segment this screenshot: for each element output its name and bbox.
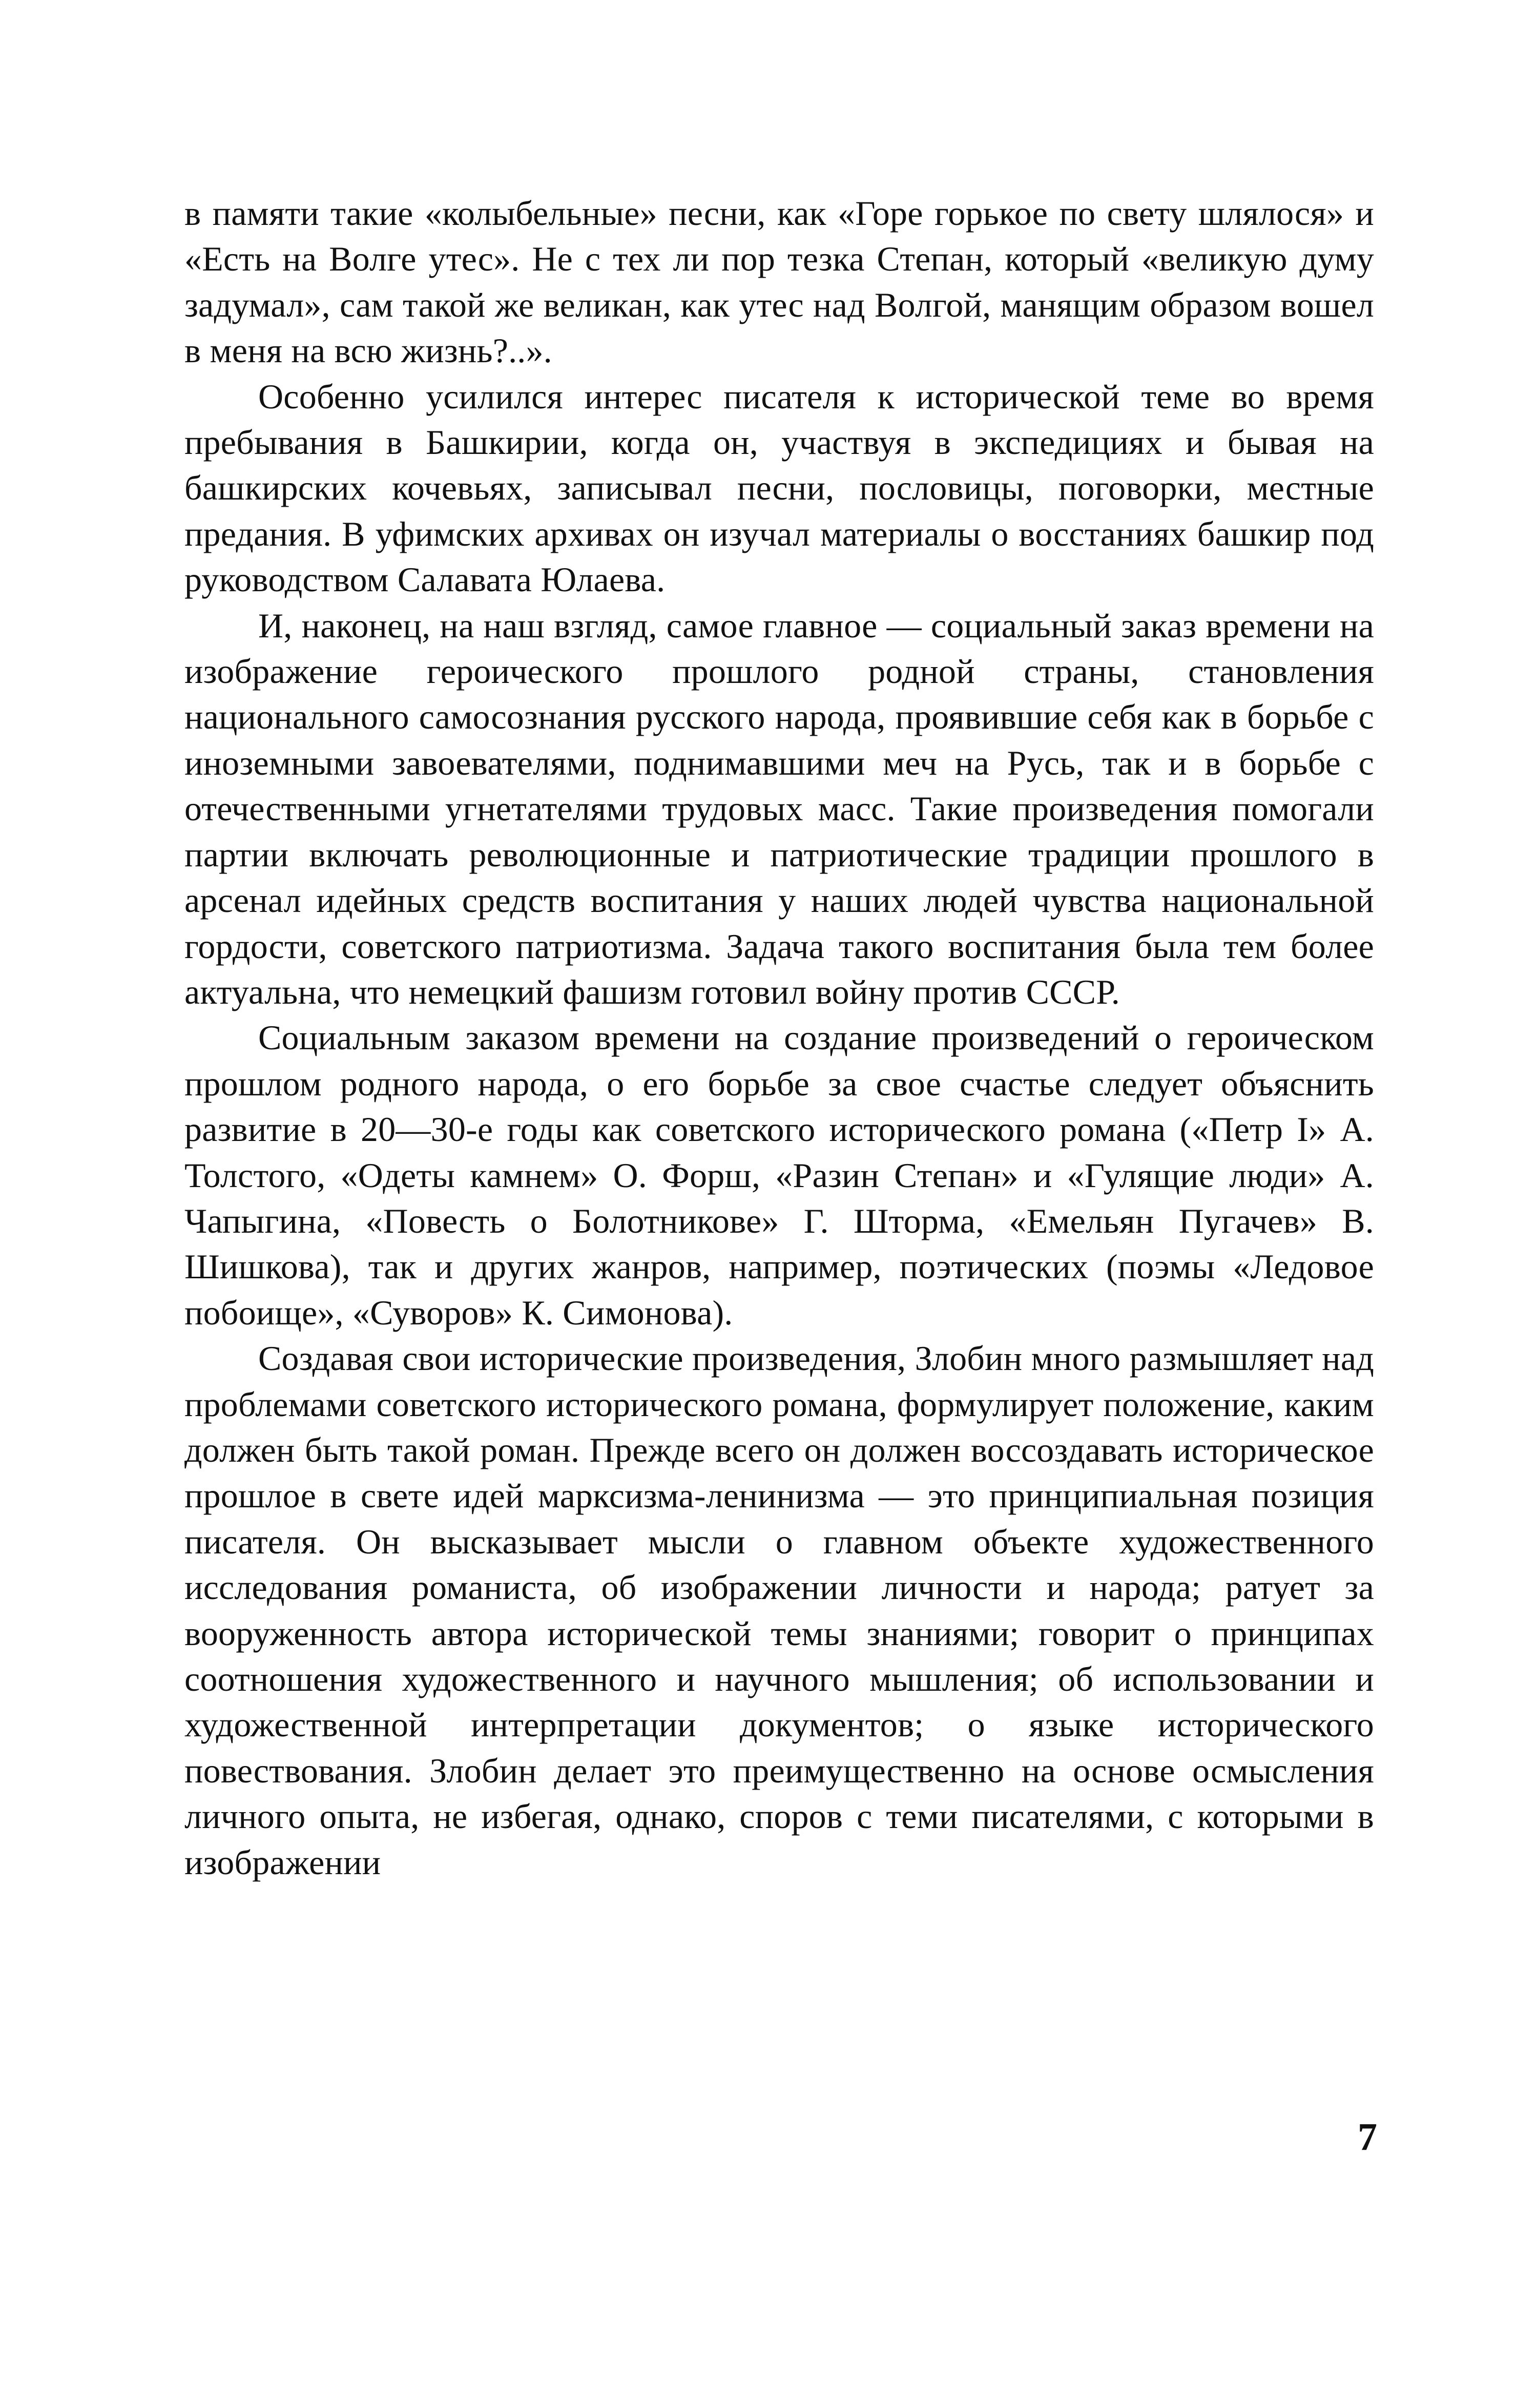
page-number: 7 (1358, 2115, 1377, 2158)
body-text (184, 191, 1374, 1885)
paragraph-continuation: в памяти такие «колыбельные» песни, как «Горе горькое по свету шлялося» и «Есть на Волге утес». Не с тех ли пор тезка Степан, который «великую думу задумал», сам такой же великан, как утес над Волгой, манящим образом вошел в меня на всю жизнь?..». (184, 194, 1374, 370)
paragraph: И, наконец, на наш взгляд, самое главное — социальный заказ времени на изображение героического прошлого родной страны, становления национального самосознания русского народа, проявившие себя как в борьбе с иноземными завоевателями, поднимавшими меч на Русь, так и в борьбе с отечественными угнетателями трудовых масс. Такие произведения помогали партии включать революционные и патриотические традиции прошлого в арсенал идейных средств воспитания у наших людей чувства национальной гордости, советского патриотизма. Задача такого воспитания была тем более актуальна, что немецкий фашизм готовил войну против СССР. (184, 606, 1374, 1011)
paragraph: Создавая свои исторические произведения, Злобин много размышляет над проблемами советского исторического романа, формулирует положение, каким должен быть такой роман. Прежде всего он должен воссоздавать историческое прошлое в свете идей марксизма-ленинизма — это принципиальная позиция писателя. Он высказывает мысли о главном объекте художественного исследования романиста, об изображении личности и народа; ратует за вооруженность автора исторической темы знаниями; говорит о принципах соотношения художественного и научного мышления; об использовании и художественной интерпретации документов; о языке исторического повествования. Злобин делает это преимущественно на основе осмысления личного опыта, не избегая, однако, споров с теми писателями, с которыми в изображении (184, 1339, 1374, 1882)
paragraph: Социальным заказом времени на создание произведений о героическом прошлом родного народа, о его борьбе за свое счастье следует объяснить развитие в 20—30-е годы как советского исторического романа («Петр I» А. Толстого, «Одеты камнем» О. Форш, «Разин Степан» и «Гулящие люди» А. Чапыгина, «Повесть о Болотникове» Г. Шторма, «Емельян Пугачев» В. Шишкова), так и других жанров, например, поэтических (поэмы «Ледовое побоище», «Суворов» К. Симонова). (184, 1018, 1374, 1332)
paragraph: Особенно усилился интерес писателя к исторической теме во время пребывания в Башкирии, когда он, участвуя в экспедициях и бывая на башкирских кочевьях, записывал песни, пословицы, поговорки, местные предания. В уфимских архивах он изучал материалы о восстаниях башкир под руководством Салавата Юлаева. (184, 377, 1374, 599)
